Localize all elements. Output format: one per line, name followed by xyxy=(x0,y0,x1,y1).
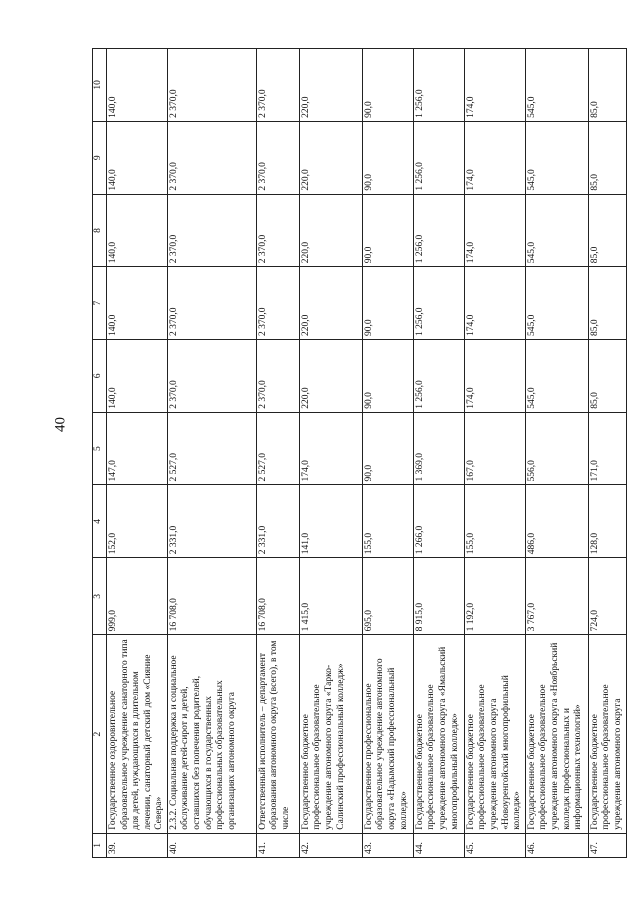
value-cell: 140,0 xyxy=(107,49,168,122)
column-header: 6 xyxy=(93,340,107,413)
page-number: 40 xyxy=(52,417,69,432)
table-row xyxy=(256,49,299,858)
table-row xyxy=(107,49,168,858)
row-number-cell: 45. xyxy=(464,833,525,857)
value-cell: 85,0 xyxy=(588,267,626,340)
value-cell: 2 370,0 xyxy=(167,49,256,122)
value-cell: 2 370,0 xyxy=(256,49,299,122)
value-cell: 85,0 xyxy=(588,340,626,413)
row-number-cell: 41. xyxy=(256,833,299,857)
value-cell: 220,0 xyxy=(299,340,362,413)
value-cell: 128,0 xyxy=(588,485,626,558)
table-row xyxy=(362,49,413,858)
rotated-table-area xyxy=(92,48,623,858)
value-cell: 2 370,0 xyxy=(167,121,256,194)
value-cell: 220,0 xyxy=(299,49,362,122)
value-cell: 140,0 xyxy=(107,194,168,267)
row-name-cell: Государственное бюджетное профессиональное образовательное учреждение автономного округа xyxy=(588,635,626,833)
value-cell: 2 370,0 xyxy=(256,340,299,413)
value-cell: 174,0 xyxy=(464,267,525,340)
value-cell: 1 369,0 xyxy=(413,412,464,485)
value-cell: 545,0 xyxy=(525,194,588,267)
value-cell: 8 915,0 xyxy=(413,558,464,635)
column-header: 8 xyxy=(93,194,107,267)
value-cell: 220,0 xyxy=(299,194,362,267)
value-cell: 174,0 xyxy=(464,121,525,194)
column-header: 3 xyxy=(93,558,107,635)
value-cell: 2 370,0 xyxy=(167,267,256,340)
value-cell: 174,0 xyxy=(464,194,525,267)
value-cell: 167,0 xyxy=(464,412,525,485)
column-header: 1 xyxy=(93,833,107,857)
value-cell: 2 370,0 xyxy=(167,340,256,413)
row-name-cell: Государственное бюджетное профессиональное образовательное учреждение автономного округа «Ноябрьский колледж профессиональных и информационных технологий» xyxy=(525,635,588,833)
value-cell: 545,0 xyxy=(525,267,588,340)
value-cell: 85,0 xyxy=(588,49,626,122)
row-name-cell: Государственное профессиональное образовательное учреждение автономного округа «Надымский профессиональный колледж» xyxy=(362,635,413,833)
value-cell: 90,0 xyxy=(362,267,413,340)
value-cell: 155,0 xyxy=(464,485,525,558)
value-cell: 2 331,0 xyxy=(167,485,256,558)
table-row xyxy=(167,49,256,858)
value-cell: 1 256,0 xyxy=(413,49,464,122)
value-cell: 2 370,0 xyxy=(256,267,299,340)
row-number-cell: 40. xyxy=(167,833,256,857)
value-cell: 2 331,0 xyxy=(256,485,299,558)
column-header: 9 xyxy=(93,121,107,194)
value-cell: 90,0 xyxy=(362,49,413,122)
value-cell: 695,0 xyxy=(362,558,413,635)
value-cell: 90,0 xyxy=(362,340,413,413)
value-cell: 174,0 xyxy=(464,49,525,122)
column-header: 2 xyxy=(93,635,107,833)
value-cell: 174,0 xyxy=(299,412,362,485)
value-cell: 220,0 xyxy=(299,121,362,194)
value-cell: 556,0 xyxy=(525,412,588,485)
column-header: 10 xyxy=(93,49,107,122)
value-cell: 724,0 xyxy=(588,558,626,635)
value-cell: 140,0 xyxy=(107,121,168,194)
table-row xyxy=(464,49,525,858)
row-number-cell: 47. xyxy=(588,833,626,857)
value-cell: 1 415,0 xyxy=(299,558,362,635)
row-number-cell: 39. xyxy=(107,833,168,857)
value-cell: 141,0 xyxy=(299,485,362,558)
value-cell: 155,0 xyxy=(362,485,413,558)
value-cell: 1 256,0 xyxy=(413,194,464,267)
value-cell: 171,0 xyxy=(588,412,626,485)
value-cell: 2 527,0 xyxy=(256,412,299,485)
row-number-cell: 46. xyxy=(525,833,588,857)
value-cell: 2 370,0 xyxy=(167,194,256,267)
row-name-cell: Государственное бюджетное профессиональное образовательное учреждение автономного округа «Новоуренгойский многопрофильный колледж» xyxy=(464,635,525,833)
row-name-cell: Государственное оздоровительное образовательное учреждение санаторного типа для детей, нуждающихся в длительном лечении, санаторный детский дом «Сияние Севера» xyxy=(107,635,168,833)
column-header: 4 xyxy=(93,485,107,558)
column-header: 7 xyxy=(93,267,107,340)
value-cell: 1 192,0 xyxy=(464,558,525,635)
value-cell: 220,0 xyxy=(299,267,362,340)
value-cell: 90,0 xyxy=(362,194,413,267)
value-cell: 90,0 xyxy=(362,412,413,485)
row-name-cell: Государственное бюджетное профессиональное образовательное учреждение автономного округа «Ямальский многопрофильный колледж» xyxy=(413,635,464,833)
value-cell: 545,0 xyxy=(525,49,588,122)
row-number-cell: 42. xyxy=(299,833,362,857)
value-cell: 486,0 xyxy=(525,485,588,558)
value-cell: 85,0 xyxy=(588,194,626,267)
table-row xyxy=(413,49,464,858)
row-number-cell: 44. xyxy=(413,833,464,857)
value-cell: 1 256,0 xyxy=(413,121,464,194)
value-cell: 1 256,0 xyxy=(413,267,464,340)
row-name-cell: Ответственный исполнитель – департамент образования автономного округа (всего), в том числе xyxy=(256,635,299,833)
value-cell: 2 527,0 xyxy=(167,412,256,485)
value-cell: 1 256,0 xyxy=(413,340,464,413)
table-row xyxy=(588,49,626,858)
rotated-table-frame xyxy=(92,48,623,858)
value-cell: 545,0 xyxy=(525,340,588,413)
value-cell: 545,0 xyxy=(525,121,588,194)
value-cell: 2 370,0 xyxy=(256,121,299,194)
table-row xyxy=(299,49,362,858)
value-cell: 16 708,0 xyxy=(167,558,256,635)
value-cell: 174,0 xyxy=(464,340,525,413)
value-cell: 2 370,0 xyxy=(256,194,299,267)
value-cell: 140,0 xyxy=(107,340,168,413)
value-cell: 152,0 xyxy=(107,485,168,558)
table-row xyxy=(525,49,588,858)
value-cell: 16 708,0 xyxy=(256,558,299,635)
row-name-cell: 2.3.2. Социальная поддержка и социальное обслуживание детей-сирот и детей, оставшихся без попечения родителей, обучающихся в государственных профессиональных образовательных организациях автономного округа xyxy=(167,635,256,833)
value-cell: 147,0 xyxy=(107,412,168,485)
value-cell: 1 266,0 xyxy=(413,485,464,558)
value-cell: 140,0 xyxy=(107,267,168,340)
table-header-row xyxy=(93,49,107,858)
row-number-cell: 43. xyxy=(362,833,413,857)
value-cell: 85,0 xyxy=(588,121,626,194)
value-cell: 90,0 xyxy=(362,121,413,194)
row-name-cell: Государственное бюджетное профессиональное образовательное учреждение автономного округа «Тарко-Салинский профессиональный колледж» xyxy=(299,635,362,833)
value-cell: 999,0 xyxy=(107,558,168,635)
column-header: 5 xyxy=(93,412,107,485)
budget-table xyxy=(92,48,627,858)
value-cell: 3 767,0 xyxy=(525,558,588,635)
